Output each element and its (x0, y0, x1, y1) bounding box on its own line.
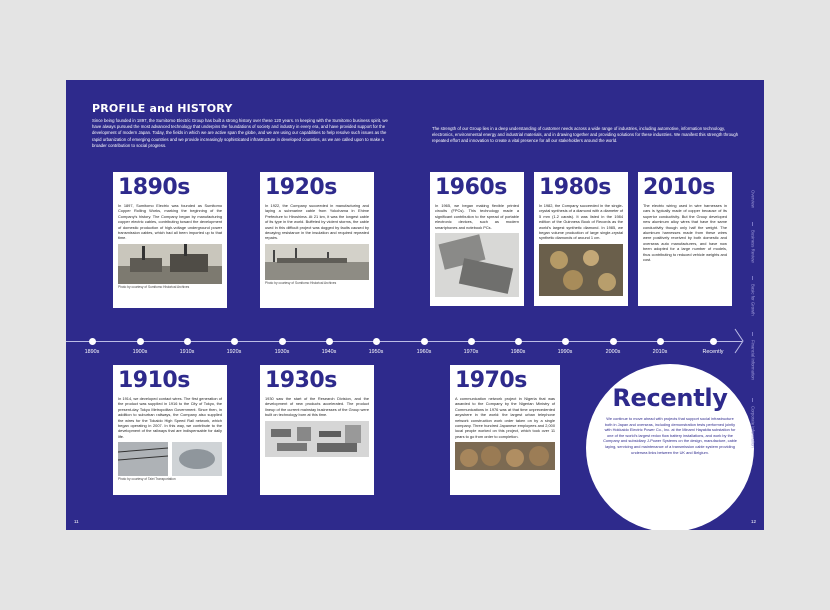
timeline-label-recently: Recently (702, 349, 724, 355)
products-photo (265, 421, 369, 457)
card-1980s (534, 172, 628, 306)
timeline-label-2010s: 2010s (652, 349, 668, 355)
intro-text-left: Since being founded in 1897, the Sumitomo Electric Group has built a strong history over these 120 years. In keeping with the Sumitomo business spirit, we have always pursued the most advanced technology that underpins the foundations of society and industry in every era, and have provided support for the development of modern Japan. Today, the fields in which we are active span the globe, and we are using our capabilities to help resolve such issues as the rapid urbanization of emerging countries and we provide increasingly sophisticated infrastructure in developed countries, as we are called upon to make a broader contribution to social progress. (92, 118, 388, 148)
page-number-right: 12 (750, 519, 756, 524)
flexible-circuit-photo (435, 233, 519, 297)
timeline-label-1940s: 1940s (321, 349, 337, 355)
card-2010s (638, 172, 732, 306)
timeline-label-1930s: 1930s (274, 349, 290, 355)
card-1920s (260, 172, 374, 308)
timeline-dot-1940s (326, 338, 333, 345)
contact-wire-photo (118, 442, 222, 476)
timeline-label-1950s: 1950s (368, 349, 384, 355)
card-year: 1960s (435, 175, 507, 200)
timeline-dot-1980s (515, 338, 522, 345)
brochure-spread (66, 80, 764, 530)
side-nav-basic-for-growth[interactable]: Basic for Growth (750, 284, 756, 316)
card-text: A communication network project in Nigeria that was awarded to the Company by the Nigerian Ministry of Communications in 1976 was at that time unprecedented anywhere in the world: the largest urban telephone network construction work order taken on by a single company. Three hundred Japanese employees and 2,000 local people worked on this project, which took over 11 years to go from order to completion. (455, 396, 555, 439)
timeline-label-1890s: 1890s (84, 349, 100, 355)
photo-caption: Photo by courtesy of Sumitomo Historical Archives (118, 284, 190, 289)
photo-caption: Photo by courtesy of Taiei Transportation (118, 477, 176, 482)
timeline-dot-1910s (184, 338, 191, 345)
timeline-dot-2000s (610, 338, 617, 345)
side-nav-corporate-information[interactable]: Corporate Information (750, 406, 756, 448)
card-1890s (113, 172, 227, 308)
timeline-label-1910s: 1910s (179, 349, 195, 355)
card-year: 1980s (539, 175, 611, 200)
card-year: 1970s (455, 368, 527, 393)
card-text: In 1922, the Company succeeded in manufacturing and laying a submarine cable from Yokohama in Ehime Prefecture to Hiroshima. At 21 km, it was the longest cable of its type in the world. Buffeted by violent storms, the cable used in this difficult project was dogged by faults caused by decaying resistance in the insulation and required repeated repairs. (265, 203, 369, 241)
timeline-label-2000s: 2000s (605, 349, 621, 355)
card-text: In 1982, the Company succeeded in the single-crystal synthesis of a diamond with a diameter of 5 mm (1.2 carats). It was listed in the 1984 edition of the Guinness Book of Records as the world's largest synthetic diamond. In 1985, we began volume production of large single-crystal synthetic diamonds of around 1 cm. (539, 203, 623, 241)
recently-text: We continue to move ahead with projects that support social infrastructure both in Japan and overseas, including demonstration tests performed jointly with Hokkaido Electric Power Co., Inc. at the Minami Hayakita substation for one of the world's largest redox flow battery installations, and work by the Company and subsidiary J-Power Systems on the design, manufacture, cable laying, servicing and maintenance of a transmission cable system providing undersea links between the UK and Belgium. (603, 416, 737, 455)
card-text: The electric wiring used in wire harnesses in cars is typically made of copper because of its superior conductivity. But the Group developed new aluminum alloy wires that have the same conductivity though only half the weight. The aluminum harnesses made from these wires were positively received by both domestic and overseas auto manufacturers, and have now been adopted for a large number of models, thus contributing to reduced vehicle weights and cost. (643, 203, 727, 263)
side-nav-divider (752, 276, 753, 280)
timeline-dot-1970s (468, 338, 475, 345)
recently-circle (586, 364, 754, 530)
side-nav-divider (752, 222, 753, 226)
card-1910s (113, 365, 227, 495)
timeline-dot-1920s (231, 338, 238, 345)
diamond-photo (539, 244, 623, 296)
coastline-photo (265, 244, 369, 280)
cable-drums-photo (455, 442, 555, 470)
side-nav-business-review[interactable]: Business Review (750, 230, 756, 263)
card-year: 2010s (643, 175, 715, 200)
timeline-label-1980s: 1980s (510, 349, 526, 355)
timeline-dot-1950s (373, 338, 380, 345)
side-nav-divider (752, 398, 753, 402)
timeline-label-1960s: 1960s (416, 349, 432, 355)
recently-title: Recently (612, 384, 728, 412)
side-navigation (746, 190, 760, 530)
side-nav-divider (752, 332, 753, 336)
card-year: 1910s (118, 368, 190, 393)
card-1960s (430, 172, 524, 306)
side-nav-overview[interactable]: Overview (750, 190, 756, 208)
timeline-label-1900s: 1900s (132, 349, 148, 355)
factory-photo (118, 244, 222, 284)
card-year: 1890s (118, 175, 190, 200)
timeline-dot-recently (710, 338, 717, 345)
card-1970s (450, 365, 560, 495)
photo-caption: Photo by courtesy of Sumitomo Historical Archives (265, 280, 337, 285)
timeline-label-1970s: 1970s (463, 349, 479, 355)
card-1930s (260, 365, 374, 495)
arrow-right-icon (734, 328, 744, 354)
card-text: In 1914, we developed contact wires. The first generation of the product was supplied in 1916 to the City of Tokyo, the present-day Tokyo Metropolitan Government. Since then, in addition to suburban railways, the Company also supplied the wires for the Tokaido High Speed Rail network, which began operating in 2007. In this way, we contribute to the development of the railways that are indispensable for daily life. (118, 396, 222, 439)
card-text: In 1965, we began making flexible printed circuits (FPCs). This technology made a significant contribution to the spread of portable electronic devices, such as modern smartphones and notebook PCs. (435, 203, 519, 230)
section-title: PROFILE and HISTORY (92, 102, 233, 115)
timeline-line (66, 341, 742, 342)
timeline-dot-1930s (279, 338, 286, 345)
timeline-label-1990s: 1990s (557, 349, 573, 355)
timeline-label-1920s: 1920s (226, 349, 242, 355)
timeline-dot-1960s (421, 338, 428, 345)
card-text: In 1897, Sumitomo Electric was founded as Sumitomo Copper Rolling Works, marking the beginning of the Company's history. The Company began by manufacturing copper electric cables, contributing toward the development of domestic production of high-voltage underground power transmission cables, which had all been imported up to that time. (118, 203, 222, 241)
side-nav-financial-information[interactable]: Financial Information (750, 340, 756, 380)
card-text: 1930 saw the start of the Research Division, and the development of new products accelerated. The product lineup of the current mainstay businesses of the Group were built on technology born at this time. (265, 396, 369, 418)
timeline (66, 341, 764, 367)
timeline-dot-1900s (137, 338, 144, 345)
page-number-left: 11 (74, 519, 79, 524)
timeline-dot-2010s (657, 338, 664, 345)
timeline-dot-1990s (562, 338, 569, 345)
card-year: 1930s (265, 368, 337, 393)
card-year: 1920s (265, 175, 337, 200)
timeline-dot-1890s (89, 338, 96, 345)
intro-text-right: The strength of our Group lies in a deep understanding of customer needs across a wide range of industries, including automotive, information technology, electronics, environmental energy and industrial materials, and in drawing together and providing solutions for these industries. We manifest this strength through repeated effort and innovation to create a vital presence for all our stakeholders around the world. (432, 126, 739, 144)
